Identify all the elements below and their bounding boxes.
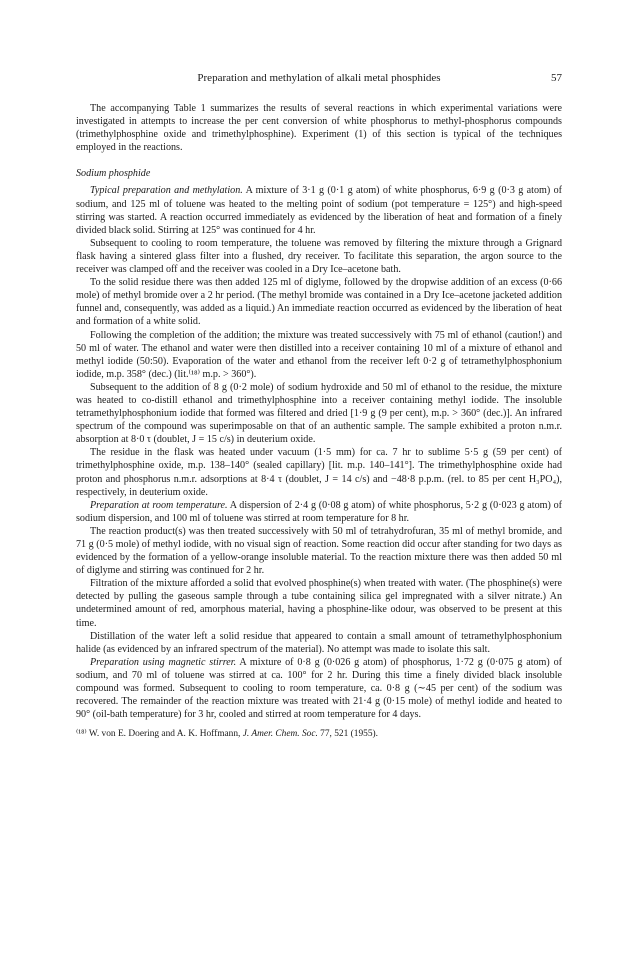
running-head — [76, 70, 562, 86]
paragraph-lead: Typical preparation and methylation. — [90, 185, 243, 197]
paragraph-filtration-phosphine — [76, 577, 562, 629]
intro-paragraph: The accompanying Table 1 summarizes the results of several reactions in which experimental variations were investigated in attempts to increase the per cent conversion of white phosphorus to methyl-phosphorus compounds (trimethylphosphine oxide and trimethylphosphine). Experiment (1) of this section is typical of the techniques employed in the reactions. — [76, 103, 562, 154]
paragraph-methylation — [76, 276, 562, 328]
paragraph-text: Subsequent to cooling to room temperature, the toluene was removed by filtering the mixture through a Grignard flask having a sintered glass filter into a flushed, dry receiver. To facilitate this separation, the argon source to the receiver was clamped off and the receiver was cooled in a Dry Ice–acetone bath. — [76, 237, 562, 276]
page-number: 57 — [551, 72, 562, 84]
paragraph-text: A mixture of 3·1 g (0·1 g atom) of white phosphorus, 6·9 g (0·3 g atom) of sodium, and 125 ml of toluene was heated to the melting point of sodium (pot temperature = 125°) and high-speed stirring was started. A reaction occurred immediately as evidenced by the liberation of heat and formation of a finely divided black solid. Stirring at 125° was continued for 4 hr. — [76, 185, 562, 236]
section-heading: Sodium phosphide — [76, 168, 151, 180]
paragraph-workup — [76, 329, 562, 381]
paragraph-text: The residue in the flask was heated under vacuum (1·5 mm) for ca. 7 hr to sublime 5·5 g (59 per cent) of trimethylphosphine oxide, m.p. 138–140° (sealed capillary) [lit. m.p. 140–141°]. The trimethylphosphine oxide had proton and phosphorus n.m.r. adsorptions at 8·4 τ (doublet, J = 14 c/s) and −48·8 p.p.m. (rel. to 85 per cent H₃PO₄), respectively, in deuterium oxide. — [76, 447, 562, 498]
paragraph-text: Following the completion of the addition; the mixture was treated successively with 75 ml of ethanol (caution!) and 50 ml of water. The ethanol and water were then distilled into a receiver containing 10 ml of a mixture of ethanol and methyl iodide (50:50). Evaporation of the water and ethanol from the receiver left 0·2 g of tetramethylphosphonium iodide, m.p. 358° (dec.) (lit.⁽¹⁸⁾ m.p. > 360°). — [76, 329, 562, 380]
paragraph-typical-preparation — [76, 184, 562, 236]
paragraph-lead: Preparation using magnetic stirrer. — [90, 656, 237, 668]
footnote-authors: W. von E. Doering and A. K. Hoffmann, — [86, 729, 243, 740]
paragraph-text: To the solid residue there was then added 125 ml of diglyme, followed by the dropwise addition of an excess (0·66 mole) of methyl bromide over a 2 hr period. (The methyl bromide was contained in a Dry Ice–acetone jacketed addition funnel and, consequently, was added as a liquid.) An immediate reaction occurred as evidenced by the liberation of heat and formation of a white solid. — [76, 277, 562, 328]
paragraph-text: A mixture of 0·8 g (0·026 g atom) of phosphorus, 1·72 g (0·075 g atom) of sodium, and 70 ml of toluene was stirred at ca. 100° for 2 hr. During this time a finely divided black insoluble compound was formed. Subsequent to cooling to room temperature, ca. 0·8 g (∼45 per cent) of the sodium was recovered. The remainder of the reaction mixture was treated with 21·4 g (0·15 mole) of methyl iodide and heated to 90° (oil-bath temperature) for 3 hr, cooled and stirred at room temperature for 4 days. — [76, 656, 562, 721]
paragraph-lead: Preparation at room temperature. — [90, 499, 228, 511]
paragraph-text: A dispersion of 2·4 g (0·08 g atom) of white phosphorus, 5·2 g (0·023 g atom) of sodium dispersion, and 100 ml of toluene was stirred at room temperature for 8 hr. — [76, 499, 563, 524]
paragraph-distillation — [76, 630, 562, 656]
footnote-citation: 77, 521 (1955). — [317, 729, 378, 740]
running-title: Preparation and methylation of alkali metal phosphides — [197, 72, 441, 84]
body-text — [76, 184, 562, 721]
paragraph-sublimation — [76, 446, 562, 498]
footnote-marker: ⁽¹⁸⁾ — [76, 729, 87, 740]
paragraph-room-temperature — [76, 499, 562, 525]
footnote-journal: J. Amer. Chem. Soc. — [242, 729, 318, 740]
paragraph-codistillation — [76, 381, 562, 446]
paragraph-reaction-product — [76, 525, 562, 577]
paragraph-filtration — [76, 237, 562, 276]
paragraph-text: Filtration of the mixture afforded a solid that evolved phosphine(s) when treated with water. (The phosphine(s) were detected by pulling the gaseous sample through a tube containing silica gel impregnated with a silver nitrate.) An undetermined amount of red, amorphous material, having a phosphine-like odour, was observed to be present at this time. — [76, 578, 562, 629]
paragraph-text: The reaction product(s) was then treated successively with 50 ml of tetrahydrofuran, 35 ml of methyl bromide, and 71 g (0·5 mole) of methyl iodide, with no visual sign of reaction. Some reaction did occur after standing for two days as evidenced by the formation of a yellow-orange insoluble material. To the reaction mixture there was then added 50 ml of diglyme and stirring was continued for 2 hr. — [76, 525, 562, 577]
paragraph-text: Distillation of the water left a solid residue that appeared to contain a small amount of tetramethylphosphonium halide (as evidenced by an infrared spectrum of the material). No attempt was made to isolate this salt. — [76, 630, 562, 655]
paragraph-magnetic-stirrer — [76, 656, 562, 721]
footnote — [76, 728, 562, 740]
paragraph-text: Subsequent to the addition of 8 g (0·2 mole) of sodium hydroxide and 50 ml of ethanol to the residue, the mixture was heated to co-distill ethanol and trimethylphosphine into a receiver containing methyl iodide. The insoluble tetramethylphosphonium iodide that formed was filtered and dried [1·9 g (9 per cent), m.p. > 360° (dec.)]. An infrared spectrum of the compound was superimposable on that of an authentic sample. The sample exhibited a proton n.m.r. absorption at 8·0 τ (doublet, J = 15 c/s) in deuterium oxide. — [76, 381, 562, 446]
